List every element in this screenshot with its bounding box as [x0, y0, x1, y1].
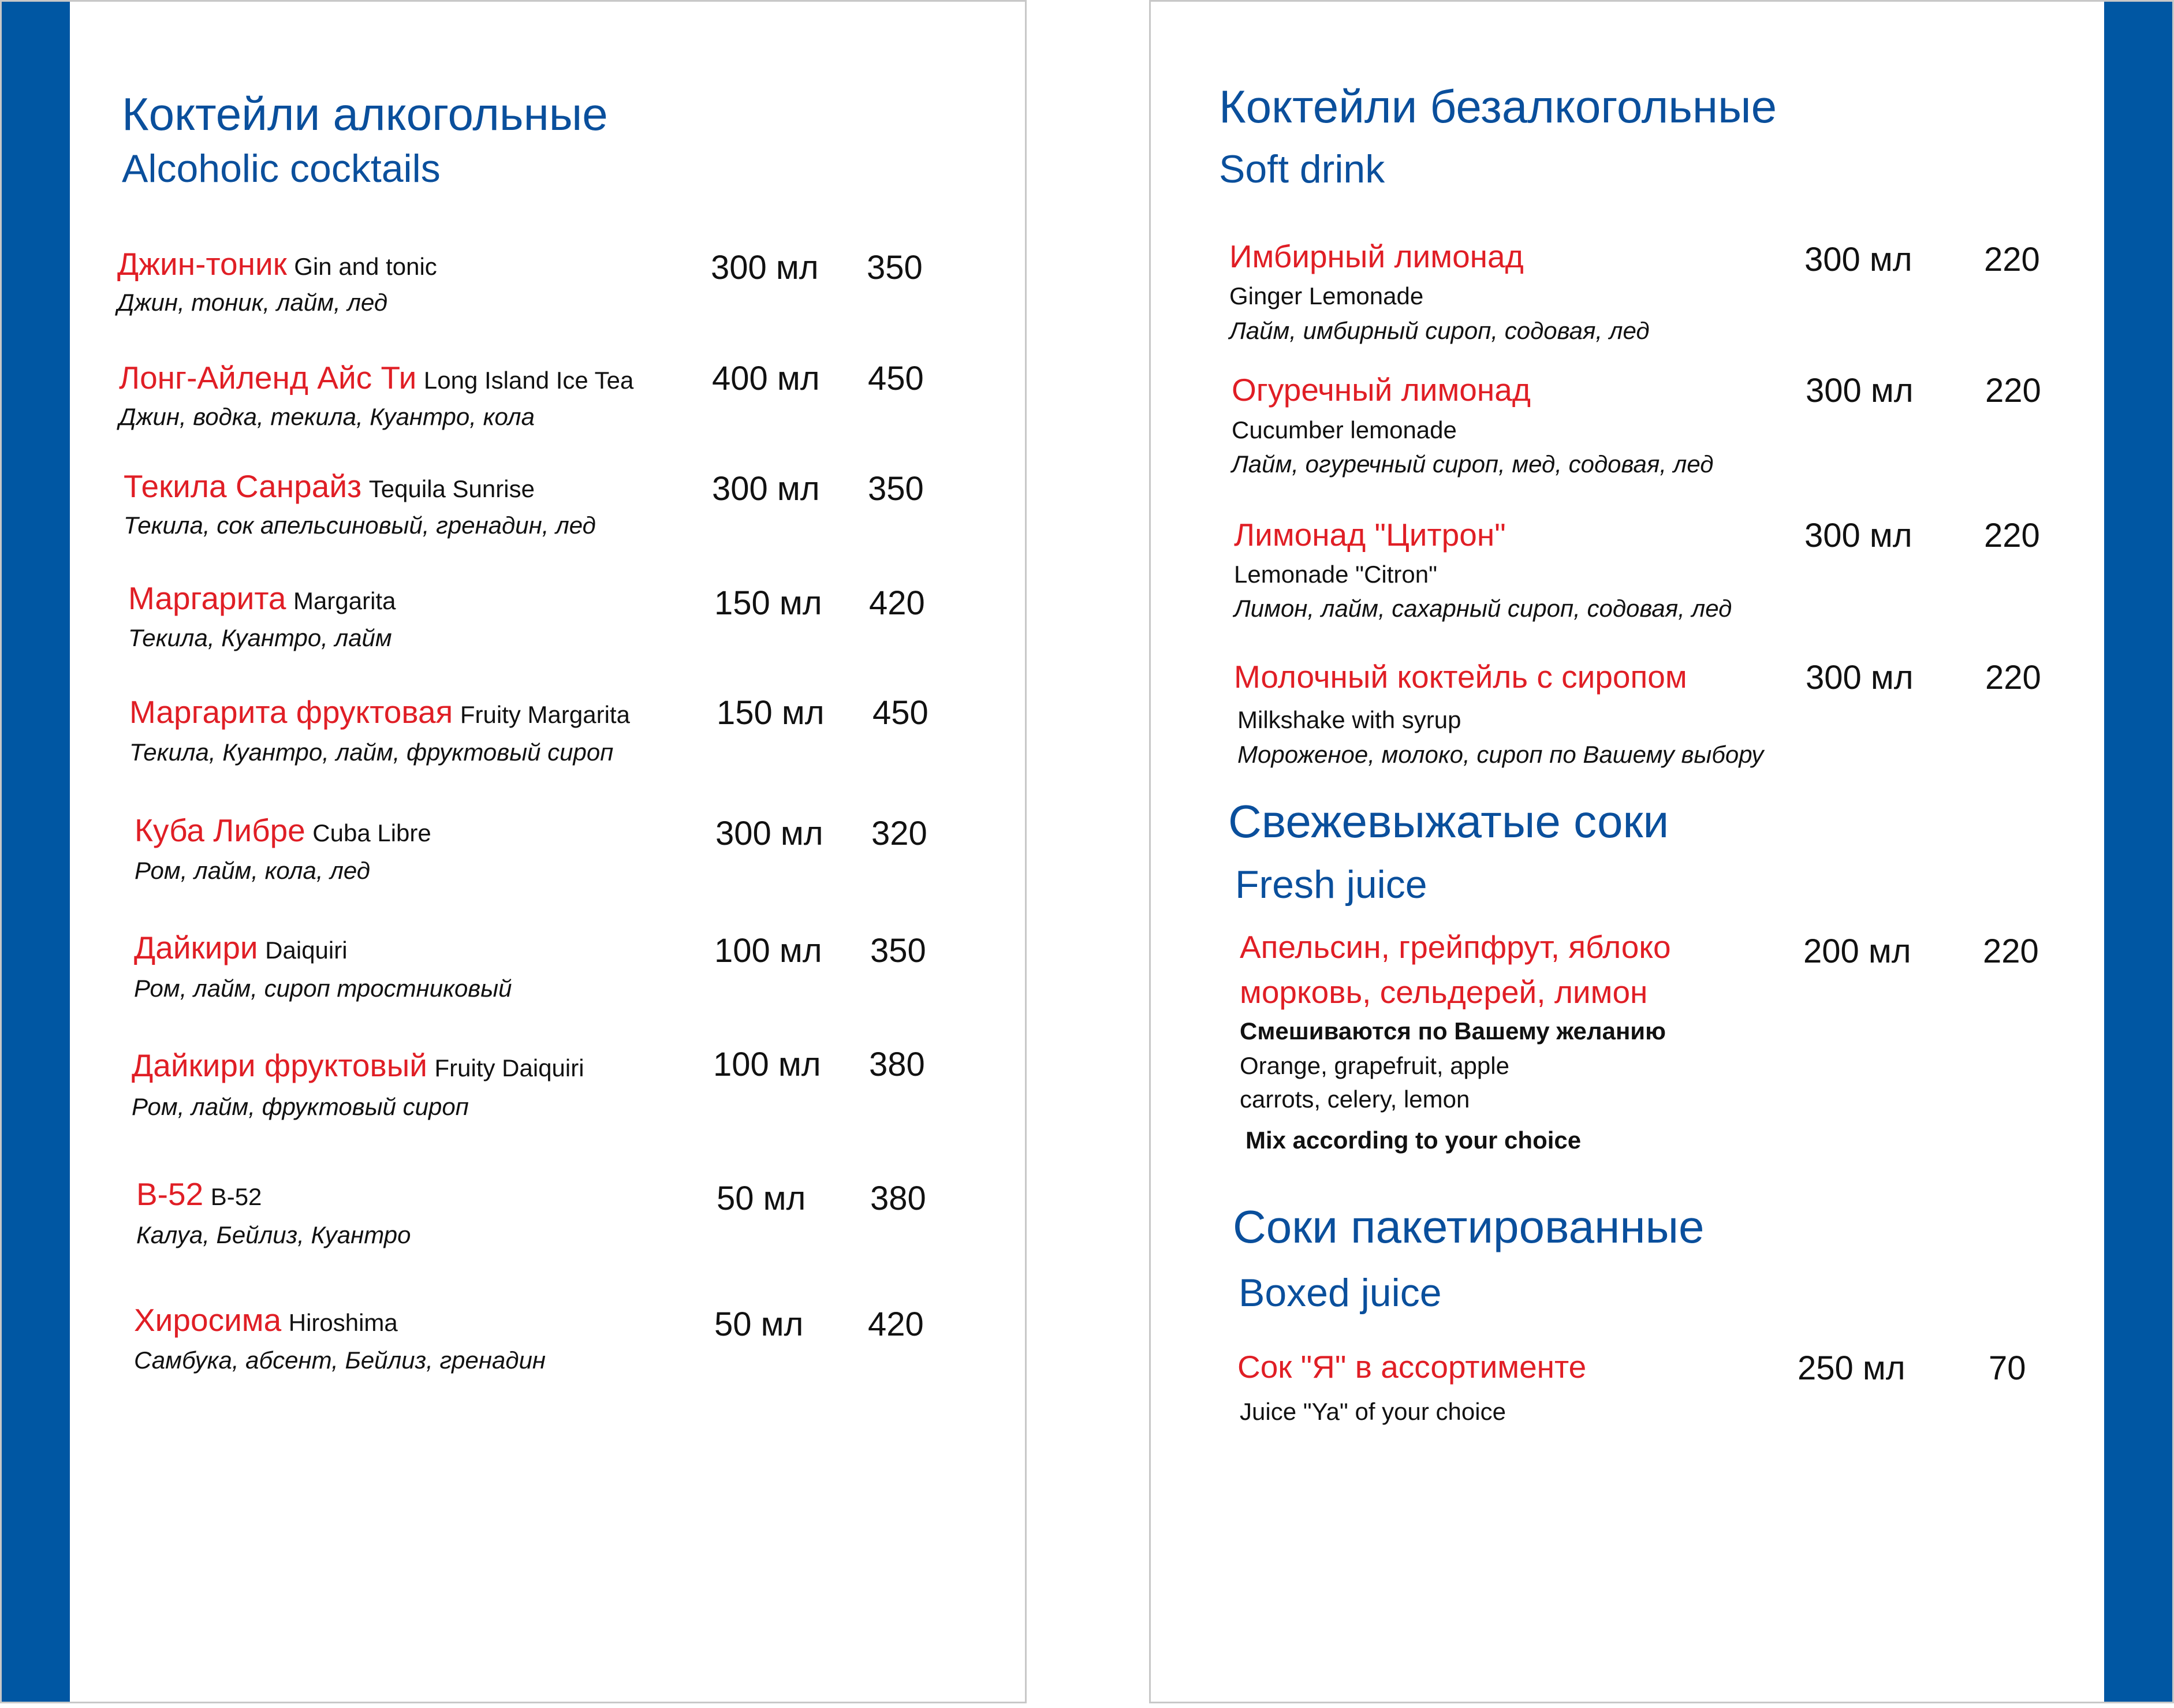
item-name-en: Fruity Daiquiri — [434, 1054, 584, 1082]
fresh-item-en-line2: carrots, celery, lemon — [1240, 1086, 1470, 1113]
item-volume: 200 мл — [1803, 933, 1911, 970]
item-name-en: Cucumber lemonade — [1232, 416, 1457, 443]
menu-item-name — [1237, 1351, 1586, 1383]
fresh-item-en-line1: Orange, grapefruit, apple — [1240, 1052, 1509, 1079]
item-price: 420 — [868, 1306, 924, 1343]
item-description: Лайм, огуречный сироп, мед, содовая, лед — [1232, 450, 1714, 478]
item-name-ru: Сок "Я" в ассортименте — [1237, 1349, 1587, 1385]
item-name-ru: Джин-тоник — [117, 246, 287, 282]
item-name-en: Milkshake with syrup — [1237, 706, 1461, 733]
menu-item-name — [1232, 374, 1531, 406]
item-name-en: Cuba Libre — [312, 819, 431, 846]
item-name-en: B-52 — [210, 1183, 262, 1210]
item-name-en: Gin and tonic — [294, 253, 437, 280]
item-description: Ром, лайм, фруктовый сироп — [132, 1093, 469, 1120]
item-description: Текила, Куантро, лайм — [128, 624, 392, 651]
menu-item-name — [134, 932, 348, 964]
item-description: Лайм, имбирный сироп, содовая, лед — [1229, 317, 1650, 344]
item-volume: 250 мл — [1798, 1349, 1905, 1387]
menu-item-name — [128, 580, 396, 616]
item-name-ru: Маргарита — [128, 580, 286, 616]
section-title-alcoholic-ru: Коктейли алкогольные — [122, 88, 608, 140]
fresh-note-en: Mix according to your choice — [1246, 1127, 1582, 1154]
item-name-en: Fruity Margarita — [460, 701, 630, 728]
item-price: 220 — [1985, 372, 2041, 409]
menu-item-name — [134, 1304, 398, 1336]
item-name-en: Tequila Sunrise — [368, 475, 535, 502]
item-price: 220 — [1985, 659, 2041, 696]
item-name-ru: морковь, сельдерей, лимон — [1240, 974, 1648, 1010]
menu-item-name — [124, 468, 535, 504]
item-price: 420 — [869, 584, 925, 622]
item-volume: 300 мл — [1804, 241, 1912, 278]
item-name-ru: В-52 — [136, 1176, 204, 1212]
right-blue-band — [2104, 2, 2172, 1702]
section-title-boxed-ru: Соки пакетированные — [1233, 1201, 1705, 1252]
item-description: Ром, лайм, сироп тростниковый — [134, 975, 512, 1002]
item-description: Джин, водка, текила, Куантро, кола — [119, 403, 535, 430]
menu-item-name — [1234, 661, 1687, 693]
menu-item-name — [119, 362, 633, 394]
left-blue-band — [2, 2, 70, 1702]
item-price: 450 — [868, 360, 924, 397]
item-price: 350 — [870, 932, 926, 969]
item-name-ru: Имбирный лимонад — [1229, 238, 1524, 274]
item-name-ru: Куба Либре — [135, 812, 305, 848]
item-name-ru: Дайкири фруктовый — [132, 1047, 427, 1083]
fresh-item-name-line1 — [1240, 931, 1671, 963]
menu-item-name — [135, 812, 431, 848]
item-volume: 300 мл — [715, 815, 823, 852]
section-title-fresh-en: Fresh juice — [1235, 863, 1427, 907]
menu-item-name — [136, 1176, 262, 1212]
item-name-ru: Дайкири — [134, 930, 258, 965]
item-price: 450 — [872, 694, 928, 732]
item-volume: 300 мл — [1804, 517, 1912, 554]
item-volume: 300 мл — [712, 470, 820, 508]
item-name-ru: Маргарита фруктовая — [129, 694, 453, 730]
item-volume: 400 мл — [712, 360, 820, 397]
item-price: 220 — [1984, 517, 2040, 554]
item-volume: 300 мл — [1806, 659, 1914, 696]
item-description: Самбука, абсент, Бейлиз, гренадин — [134, 1347, 546, 1374]
menu-item-name — [117, 248, 437, 280]
item-name-en: Long Island Ice Tea — [423, 367, 634, 394]
item-name-ru: Огуречный лимонад — [1232, 372, 1531, 408]
item-name-ru: Лонг-Айленд Айс Ти — [119, 360, 417, 396]
item-description: Ром, лайм, кола, лед — [135, 857, 371, 884]
item-price: 220 — [1984, 241, 2040, 278]
item-price: 350 — [867, 249, 923, 286]
section-title-alcoholic-en: Alcoholic cocktails — [122, 147, 441, 191]
item-volume: 100 мл — [714, 932, 822, 969]
item-name-ru: Лимонад "Цитрон" — [1234, 517, 1506, 553]
item-name-en: Lemonade "Citron" — [1234, 561, 1438, 588]
menu-page-right — [1149, 0, 2174, 1703]
item-name-en: Hiroshima — [288, 1309, 398, 1336]
item-name-ru: Хиросима — [134, 1302, 282, 1338]
item-description: Джин, тоник, лайм, лед — [117, 289, 388, 316]
item-name-en: Margarita — [293, 587, 396, 614]
item-price: 350 — [868, 470, 924, 508]
item-price: 320 — [871, 815, 927, 852]
item-price: 380 — [869, 1046, 925, 1083]
item-name-ru: Молочный коктейль с сиропом — [1234, 659, 1687, 695]
item-name-ru: Апельсин, грейпфрут, яблоко — [1240, 929, 1671, 965]
item-name-en: Daiquiri — [265, 937, 348, 964]
section-title-fresh-ru: Свежевыжатые соки — [1228, 796, 1669, 847]
item-volume: 150 мл — [717, 694, 825, 732]
item-price: 70 — [1989, 1349, 2026, 1387]
item-description: Лимон, лайм, сахарный сироп, содовая, лед — [1234, 595, 1732, 622]
section-title-boxed-en: Boxed juice — [1239, 1271, 1442, 1315]
section-title-soft-ru: Коктейли безалкогольные — [1219, 81, 1777, 132]
menu-item-name — [132, 1047, 584, 1083]
item-description: Текила, Куантро, лайм, фруктовый сироп — [129, 739, 614, 766]
menu-item-name — [1229, 238, 1524, 274]
item-description: Калуа, Бейлиз, Куантро — [136, 1221, 411, 1248]
menu-item-name — [129, 696, 630, 728]
fresh-item-name-line2 — [1240, 976, 1647, 1008]
menu-item-name — [1234, 519, 1506, 551]
item-price: 380 — [870, 1180, 926, 1217]
item-volume: 300 мл — [1806, 372, 1914, 409]
item-volume: 300 мл — [711, 249, 819, 286]
item-volume: 100 мл — [713, 1046, 821, 1083]
item-name-ru: Текила Санрайз — [124, 468, 362, 504]
item-volume: 50 мл — [717, 1180, 806, 1217]
item-name-en: Juice "Ya" of your choice — [1240, 1398, 1506, 1425]
item-price: 220 — [1983, 933, 2039, 970]
item-description: Мороженое, молоко, сироп по Вашему выбору — [1237, 741, 1764, 768]
section-title-soft-en: Soft drink — [1219, 147, 1385, 191]
item-volume: 150 мл — [714, 584, 822, 622]
item-description: Текила, сок апельсиновый, гренадин, лед — [124, 512, 596, 539]
menu-page-left — [0, 0, 1027, 1703]
item-volume: 50 мл — [714, 1306, 804, 1343]
fresh-note-ru: Смешиваются по Вашему желанию — [1240, 1017, 1666, 1045]
item-name-en: Ginger Lemonade — [1229, 282, 1424, 309]
